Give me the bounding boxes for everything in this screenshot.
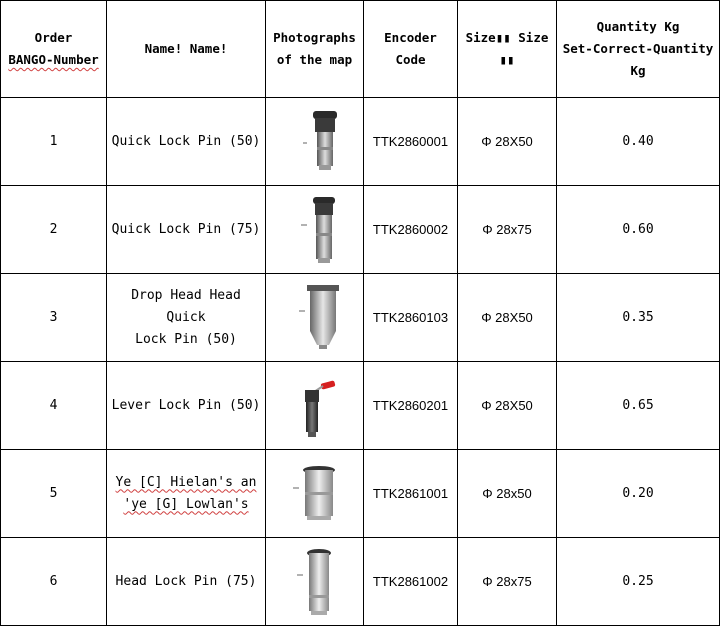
code-cell: TTK2860002 bbox=[364, 186, 458, 274]
code-cell: TTK2860001 bbox=[364, 98, 458, 186]
code-cell: TTK2861002 bbox=[364, 538, 458, 626]
table-row bbox=[1, 362, 720, 450]
name-cell: Head Lock Pin (75) bbox=[107, 538, 266, 626]
qty-cell: 0.40 bbox=[557, 98, 720, 186]
order-cell: 2 bbox=[1, 186, 107, 274]
lever-lock-pin-photo bbox=[285, 370, 345, 442]
code-cell: TTK2860201 bbox=[364, 362, 458, 450]
order-cell: 6 bbox=[1, 538, 107, 626]
size-cell: Φ 28X50 bbox=[458, 274, 557, 362]
size-cell: Φ 28X50 bbox=[458, 98, 557, 186]
quick-lock-pin-75-photo bbox=[285, 193, 345, 267]
name-cell: Lever Lock Pin (50) bbox=[107, 362, 266, 450]
header-quantity: Quantity Kg Set-Correct-Quantity Kg bbox=[557, 1, 720, 98]
size-cell: Φ 28x75 bbox=[458, 538, 557, 626]
photo-cell bbox=[266, 274, 364, 362]
table-row bbox=[1, 450, 720, 538]
photo-cell bbox=[266, 98, 364, 186]
photo-cell bbox=[266, 186, 364, 274]
size-cell: Φ 28x50 bbox=[458, 450, 557, 538]
code-cell: TTK2860103 bbox=[364, 274, 458, 362]
qty-cell: 0.20 bbox=[557, 450, 720, 538]
head-lock-pin-50-photo bbox=[285, 462, 345, 526]
qty-cell: 0.65 bbox=[557, 362, 720, 450]
header-row bbox=[1, 1, 720, 98]
quick-lock-pin-50-photo bbox=[285, 107, 345, 177]
order-cell: 5 bbox=[1, 450, 107, 538]
name-cell: Quick Lock Pin (75) bbox=[107, 186, 266, 274]
table-row bbox=[1, 186, 720, 274]
name-cell: Quick Lock Pin (50) bbox=[107, 98, 266, 186]
photo-cell bbox=[266, 362, 364, 450]
order-cell: 4 bbox=[1, 362, 107, 450]
table-row bbox=[1, 98, 720, 186]
order-cell: 3 bbox=[1, 274, 107, 362]
qty-cell: 0.25 bbox=[557, 538, 720, 626]
header-name: Name! Name! bbox=[107, 1, 266, 98]
head-lock-pin-75-photo bbox=[285, 545, 345, 619]
header-encoder: Encoder Code bbox=[364, 1, 458, 98]
photo-cell bbox=[266, 538, 364, 626]
name-cell: Ye [C] Hielan's an 'ye [G] Lowlan's bbox=[107, 450, 266, 538]
qty-cell: 0.60 bbox=[557, 186, 720, 274]
header-photo: Photographs of the map bbox=[266, 1, 364, 98]
size-cell: Φ 28X50 bbox=[458, 362, 557, 450]
table-row bbox=[1, 274, 720, 362]
photo-cell bbox=[266, 450, 364, 538]
code-cell: TTK2861001 bbox=[364, 450, 458, 538]
drop-head-lock-pin-photo bbox=[285, 281, 345, 355]
name-cell: Drop Head Head Quick Lock Pin (50) bbox=[107, 274, 266, 362]
order-cell: 1 bbox=[1, 98, 107, 186]
header-size: Size▮▮ Size ▮▮ bbox=[458, 1, 557, 98]
qty-cell: 0.35 bbox=[557, 274, 720, 362]
size-cell: Φ 28x75 bbox=[458, 186, 557, 274]
table-row bbox=[1, 538, 720, 626]
header-order: Order BANGO-Number bbox=[1, 1, 107, 98]
